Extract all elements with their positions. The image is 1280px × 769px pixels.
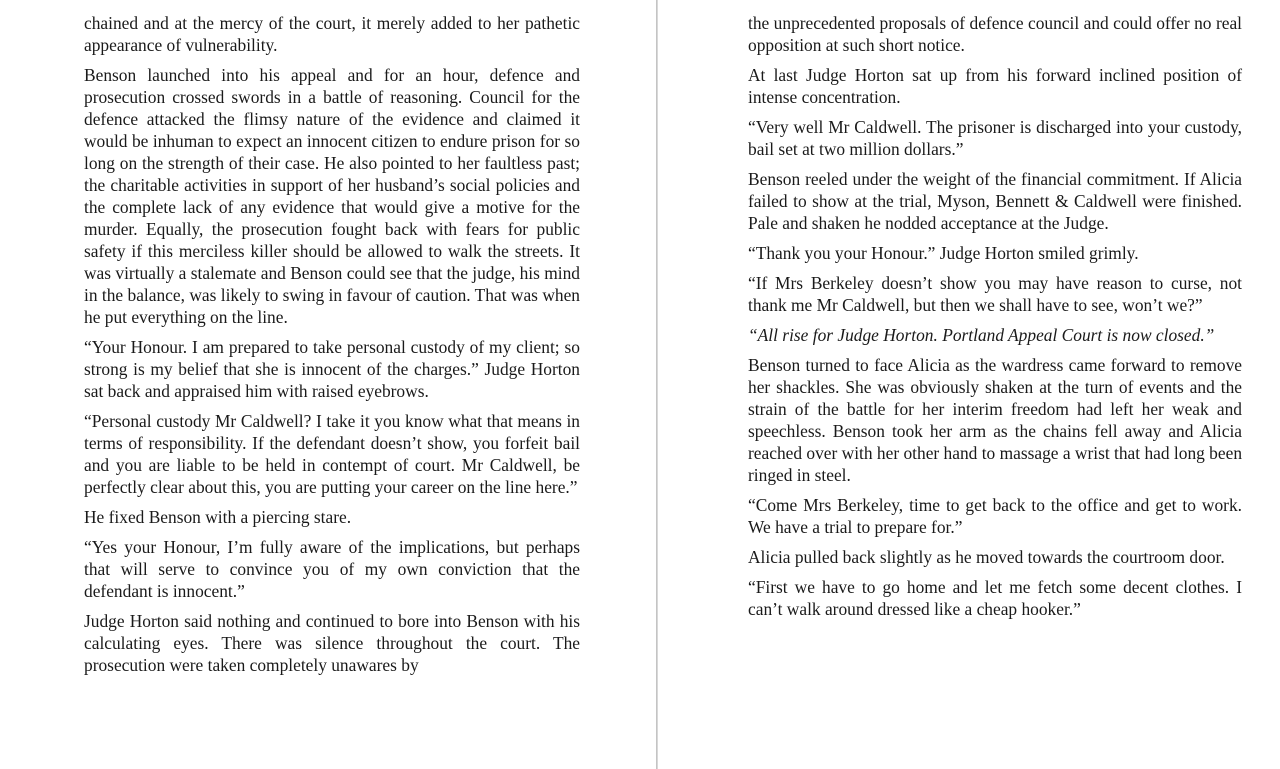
left-paragraph-5: He fixed Benson with a piercing stare. — [84, 507, 352, 527]
right-paragraph-11: “First we have to go home and let me fetch some decent clothes. I can’t walk around dressed like a cheap hooker.” — [748, 577, 1242, 619]
right-paragraph-6: “If Mrs Berkeley doesn’t show you may have reason to curse, not thank me Mr Caldwell, but then we shall have to see, won’t we?” — [748, 273, 1242, 315]
right-paragraph-7-italic-announcement: “All rise for Judge Horton. Portland Appeal Court is now closed.” — [748, 325, 1215, 345]
left-paragraph-7: Judge Horton said nothing and continued to bore into Benson with his calculating eyes. There was silence throughout the court. The prosecution were taken completely unawares by — [84, 611, 580, 675]
left-paragraph-3: “Your Honour. I am prepared to take personal custody of my client; so strong is my belief that she is innocent of the charges.” Judge Horton sat back and appraised him with raised eyebrows. — [84, 337, 580, 401]
page-gutter — [656, 0, 658, 769]
left-paragraph-1: chained and at the mercy of the court, it merely added to her pathetic appearance of vulnerability. — [84, 13, 580, 55]
right-page — [748, 12, 1242, 628]
right-paragraph-2: At last Judge Horton sat up from his forward inclined position of intense concentration. — [748, 65, 1242, 107]
right-paragraph-4: Benson reeled under the weight of the financial commitment. If Alicia failed to show at the trial, Myson, Bennett & Caldwell were finished. Pale and shaken he nodded acceptance at the Judge. — [748, 169, 1242, 233]
right-paragraph-5: “Thank you your Honour.” Judge Horton smiled grimly. — [748, 243, 1139, 263]
right-paragraph-3: “Very well Mr Caldwell. The prisoner is discharged into your custody, bail set at two million dollars.” — [748, 117, 1242, 159]
left-paragraph-2: Benson launched into his appeal and for an hour, defence and prosecution crossed swords in a battle of reasoning. Council for the defence attacked the flimsy nature of the evidence and claimed it would be inhuman to expect an innocent citizen to endure prison for so long on the strength of their case. He also pointed to her faultless past; the charitable activities in support of her husband’s social policies and the complete lack of any evidence that would give a motive for the murder. Equally, the prosecution fought back with fears for public safety if this merciless killer should be allowed to walk the streets. It was virtually a stalemate and Benson could see that the judge, his mind in the balance, was likely to swing in favour of caution. That was when he put everything on the line. — [84, 65, 580, 327]
right-paragraph-8: Benson turned to face Alicia as the wardress came forward to remove her shackles. She was obviously shaken at the turn of events and the strain of the battle for her interim freedom had left her weak and speechless. Benson took her arm as the chains fell away and Alicia reached over with her other hand to massage a wrist that had long been ringed in steel. — [748, 355, 1243, 485]
right-paragraph-9: “Come Mrs Berkeley, time to get back to the office and get to work. We have a trial to prepare for.” — [748, 495, 1242, 537]
right-paragraph-10: Alicia pulled back slightly as he moved towards the courtroom door. — [748, 547, 1225, 567]
right-paragraph-1: the unprecedented proposals of defence council and could offer no real opposition at such short notice. — [748, 13, 1242, 55]
left-paragraph-6: “Yes your Honour, I’m fully aware of the implications, but perhaps that will serve to convince you of my own conviction that the defendant is innocent.” — [84, 537, 580, 601]
left-paragraph-4: “Personal custody Mr Caldwell? I take it you know what that means in terms of responsibility. If the defendant doesn’t show, you forfeit bail and you are liable to be held in contempt of court. Mr Caldwell, be perfectly clear about this, you are putting your career on the line here.” — [84, 411, 580, 497]
left-page — [84, 12, 580, 684]
